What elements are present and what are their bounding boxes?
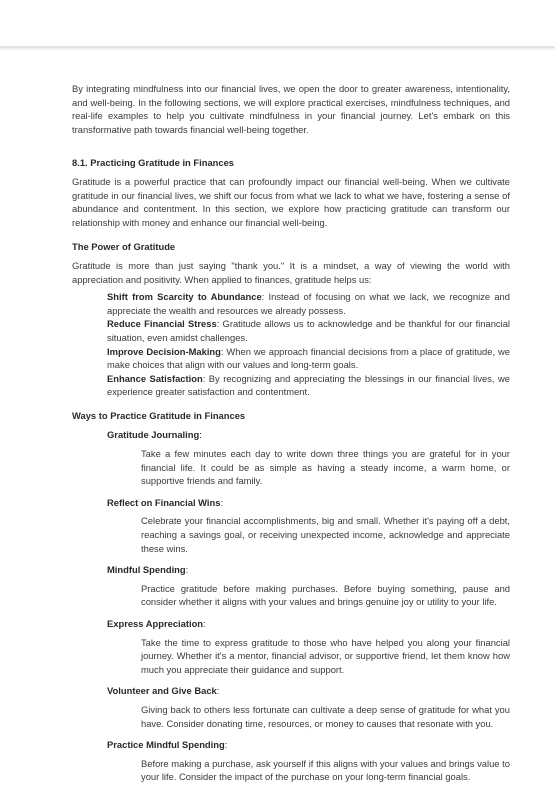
way-title <box>107 563 510 577</box>
way-title-text: Mindful Spending <box>107 564 186 576</box>
way-item <box>107 684 510 730</box>
list-item <box>107 317 510 344</box>
way-item <box>107 563 510 609</box>
document-page <box>72 82 510 792</box>
way-title <box>107 738 510 752</box>
list-item-text: : Gratitude allows us to acknowledge and be thankful for our financial situation, even amidst challenges. <box>107 318 510 343</box>
way-description: Take the time to express gratitude to those who have helped you along your financial journey. Whether it's a mentor, financial advisor, or supportive friend, let them know how much you appreciate their guidance and support. <box>141 636 510 675</box>
way-title <box>107 617 510 631</box>
way-description: Take a few minutes each day to write down three things you are grateful for in your financial life. It could be as simple as having a steady income, a warm home, or supportive friends and family. <box>141 448 510 487</box>
way-description: Before making a purchase, ask yourself if this aligns with your values and brings value to your life. Consider the impact of the purchase on your long-term financial goals. <box>141 757 510 783</box>
list-item <box>107 290 510 317</box>
benefit-list <box>107 290 510 399</box>
way-title <box>107 684 510 698</box>
colon: : <box>224 739 228 751</box>
way-title-text: Volunteer and Give Back <box>107 685 217 697</box>
list-item-term: Improve Decision-Making <box>107 345 221 357</box>
ways-heading: Ways to Practice Gratitude in Finances <box>72 409 246 421</box>
power-paragraph: Gratitude is more than just saying "thank you." It is a mindset, a way of viewing the world with appreciation and positivity. When applied to finances, gratitude helps us: <box>72 259 510 285</box>
way-item <box>107 496 510 555</box>
list-item-text: : Instead of focusing on what we lack, we recognize and appreciate the wealth and resources we already possess. <box>107 291 510 316</box>
colon: : <box>203 618 206 629</box>
colon: : <box>199 429 202 441</box>
section-paragraph: Gratitude is a powerful practice that can profoundly impact our financial well-being. When we cultivate gratitude in our financial lives, we shift our focus from what we lack to what we have, fostering a sense of abundance and contentment. In this section, we explore how practicing gratitude can transform our relationship with money and enhance our financial well-being. <box>72 175 510 228</box>
way-title-text: Reflect on Financial Wins <box>107 496 221 508</box>
list-item-term: Shift from Scarcity to Abundance <box>107 291 262 303</box>
way-item <box>107 617 510 676</box>
viewer-toolbar <box>0 0 555 47</box>
list-item <box>107 372 510 399</box>
colon: : <box>216 685 220 697</box>
way-title-text: Practice Mindful Spending <box>107 739 225 751</box>
list-item-term: Enhance Satisfaction <box>107 372 203 384</box>
list-item <box>107 345 510 372</box>
way-description: Celebrate your financial accomplishments, big and small. Whether it's paying off a debt, reaching a savings goal, or receiving unexpected income, acknowledge and appreciate these wins. <box>141 515 510 554</box>
list-item-term: Reduce Financial Stress <box>107 318 217 330</box>
way-title <box>107 496 510 510</box>
way-title <box>107 428 510 442</box>
section-heading: 8.1. Practicing Gratitude in Finances <box>72 157 235 169</box>
list-item-text: : When we approach financial decisions from a place of gratitude, we make choices that align with our values and long-term goals. <box>107 345 510 371</box>
way-description: Practice gratitude before making purchases. Before buying something, pause and consider whether it aligns with your values and brings genuine joy or utility to your life. <box>141 582 510 608</box>
colon: : <box>220 496 224 508</box>
way-title-text: Express Appreciation <box>107 618 204 629</box>
list-item-text: : By recognizing and appreciating the blessings in our financial lives, we experience greater satisfaction and contentment. <box>107 372 510 398</box>
power-heading: The Power of Gratitude <box>72 241 176 253</box>
intro-paragraph: By integrating mindfulness into our financial lives, we open the door to greater awareness, intentionality, and well-being. In the following sections, we will explore practical exercises, mindfulness techniques, and real-life examples to help you cultivate mindfulness in your financial journey. Let's embark on this transformative path towards financial well-being together. <box>72 83 510 135</box>
way-title-text: Gratitude Journaling <box>107 429 200 441</box>
way-item <box>107 738 510 784</box>
way-item <box>107 428 510 487</box>
way-description: Giving back to others less fortunate can cultivate a deep sense of gratitude for what you have. Consider donating time, resources, or money to causes that resonate with you. <box>141 703 510 729</box>
colon: : <box>185 564 189 576</box>
